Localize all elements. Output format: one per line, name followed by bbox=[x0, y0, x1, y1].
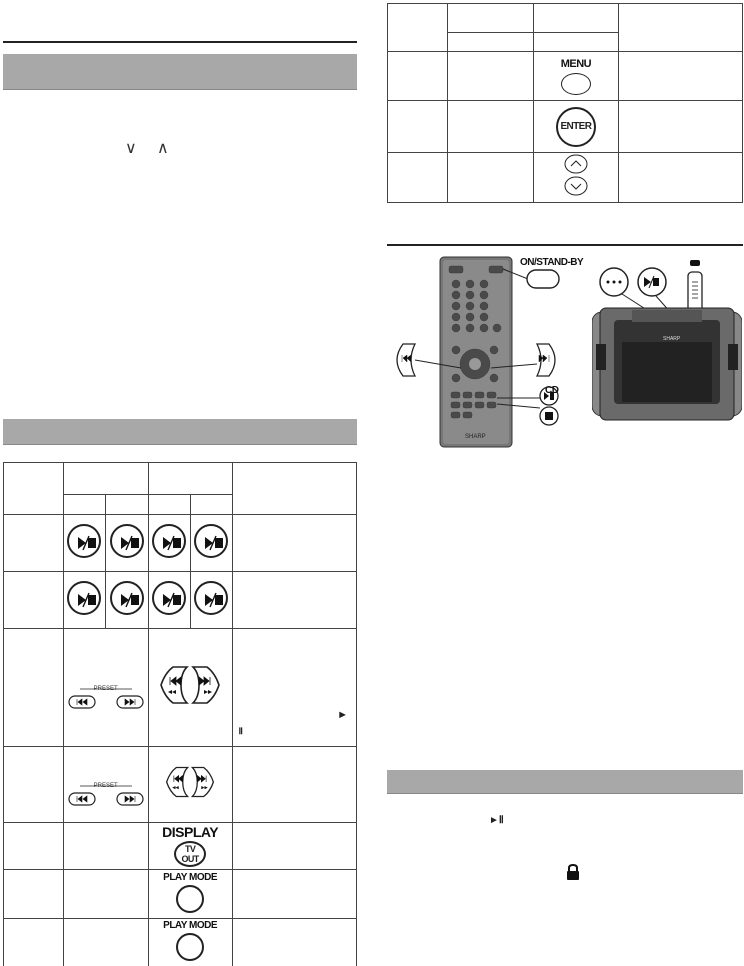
table-cell bbox=[4, 870, 64, 919]
remote-brand-label: SHARP bbox=[465, 434, 486, 440]
table-row bbox=[388, 153, 743, 203]
table-cell bbox=[63, 747, 148, 823]
table-row bbox=[4, 870, 357, 919]
table-cell bbox=[4, 629, 64, 747]
table-row bbox=[388, 52, 743, 101]
top-rule-right bbox=[387, 244, 743, 246]
table-row bbox=[4, 747, 357, 823]
subheader-cell bbox=[105, 495, 148, 515]
header-cell bbox=[447, 4, 533, 33]
tv-out-label: TV OUT bbox=[181, 844, 199, 864]
table-row bbox=[4, 919, 357, 966]
play-stop-icon bbox=[67, 524, 101, 558]
play-stop-icon bbox=[110, 581, 144, 615]
display-label: DISPLAY bbox=[162, 824, 219, 840]
subheader-cell bbox=[533, 33, 619, 52]
table-row bbox=[388, 101, 743, 153]
header-cell-a bbox=[4, 463, 64, 515]
table-cell bbox=[148, 515, 190, 572]
table-row bbox=[4, 572, 357, 629]
table-cell bbox=[619, 52, 743, 101]
table-cell bbox=[190, 572, 232, 629]
table-cell bbox=[148, 823, 232, 870]
table-cell bbox=[4, 747, 64, 823]
top-rule-left bbox=[3, 41, 357, 43]
table-cell bbox=[4, 515, 64, 572]
table-cell bbox=[232, 572, 356, 629]
table-cell bbox=[447, 52, 533, 101]
table-cell bbox=[388, 52, 448, 101]
section-band-2 bbox=[3, 419, 357, 445]
table-cell bbox=[105, 572, 148, 629]
subheader-cell bbox=[190, 495, 232, 515]
header-cell-d bbox=[232, 463, 356, 515]
table-cell bbox=[447, 101, 533, 153]
table-cell bbox=[148, 629, 232, 747]
header-cell bbox=[533, 4, 619, 33]
table-cell bbox=[148, 870, 232, 919]
table-cell bbox=[63, 515, 105, 572]
table-cell bbox=[232, 747, 356, 823]
table-cell bbox=[388, 101, 448, 153]
menu-label: MENU bbox=[560, 58, 592, 70]
table-cell bbox=[4, 823, 64, 870]
table-row bbox=[4, 515, 357, 572]
table-cell bbox=[63, 572, 105, 629]
table-cell bbox=[533, 153, 619, 203]
up-chevron-icon: ∧ bbox=[157, 140, 169, 157]
table-cell bbox=[148, 919, 232, 966]
on-standby-label: ON/STAND-BY bbox=[520, 257, 584, 268]
table-cell bbox=[388, 153, 448, 203]
table-cell bbox=[619, 101, 743, 153]
menu-button-icon bbox=[561, 73, 591, 95]
table-cell bbox=[533, 101, 619, 153]
play-stop-icon bbox=[110, 524, 144, 558]
table-cell bbox=[148, 747, 232, 823]
play-mode-button-icon bbox=[176, 885, 204, 913]
table-cell bbox=[4, 919, 64, 966]
subheader-cell bbox=[148, 495, 190, 515]
table-cell bbox=[4, 572, 64, 629]
play-pause-symbol: ►Ⅱ bbox=[489, 815, 504, 826]
preset-label: PRESET bbox=[93, 686, 118, 692]
section-band-1 bbox=[3, 54, 357, 90]
table-cell bbox=[232, 870, 356, 919]
play-stop-icon bbox=[152, 581, 186, 615]
table-cell bbox=[148, 572, 190, 629]
play-symbol: ► bbox=[337, 709, 348, 721]
preset-label: PRESET bbox=[93, 783, 118, 789]
skip-back-forward-icon bbox=[165, 763, 215, 801]
play-stop-icon bbox=[194, 524, 228, 558]
table-cell bbox=[63, 823, 148, 870]
play-stop-icon bbox=[194, 581, 228, 615]
table-cell bbox=[232, 629, 356, 747]
table-row bbox=[4, 629, 357, 747]
subheader-cell bbox=[63, 495, 105, 515]
table-cell bbox=[63, 919, 148, 966]
table-row bbox=[4, 823, 357, 870]
tv-out-button-icon bbox=[174, 841, 206, 867]
table-cell bbox=[619, 153, 743, 203]
table-cell bbox=[232, 823, 356, 870]
enter-button-icon bbox=[556, 107, 596, 147]
header-cell-c bbox=[148, 463, 232, 495]
header-cell bbox=[619, 4, 743, 52]
play-mode-label: PLAY MODE bbox=[163, 920, 218, 931]
table-cell bbox=[232, 515, 356, 572]
subheader-cell bbox=[447, 33, 533, 52]
skip-back-forward-icon bbox=[159, 663, 221, 707]
table-cell bbox=[232, 919, 356, 966]
play-stop-icon bbox=[67, 581, 101, 615]
table-cell bbox=[190, 515, 232, 572]
remote-control-figure bbox=[393, 252, 573, 452]
play-mode-button-icon bbox=[176, 933, 204, 961]
right-table bbox=[387, 3, 743, 203]
table-cell bbox=[63, 629, 148, 747]
play-stop-icon bbox=[152, 524, 186, 558]
header-cell-b bbox=[63, 463, 148, 495]
table-cell bbox=[63, 870, 148, 919]
header-cell bbox=[388, 4, 448, 52]
left-table bbox=[3, 462, 357, 966]
table-cell bbox=[447, 153, 533, 203]
table-cell bbox=[533, 52, 619, 101]
section-band-3 bbox=[387, 770, 743, 794]
unit-figure bbox=[592, 252, 742, 452]
play-mode-label: PLAY MODE bbox=[163, 871, 218, 883]
down-chevron-icon: ∨ bbox=[125, 140, 137, 157]
enter-label: ENTER bbox=[560, 121, 592, 132]
cd-label: CD bbox=[545, 385, 559, 396]
table-cell bbox=[105, 515, 148, 572]
up-down-buttons-icon bbox=[562, 153, 590, 197]
pause-symbol: Ⅱ bbox=[238, 726, 243, 736]
lock-icon bbox=[566, 864, 580, 880]
unit-brand-label: SHARP bbox=[663, 336, 681, 342]
